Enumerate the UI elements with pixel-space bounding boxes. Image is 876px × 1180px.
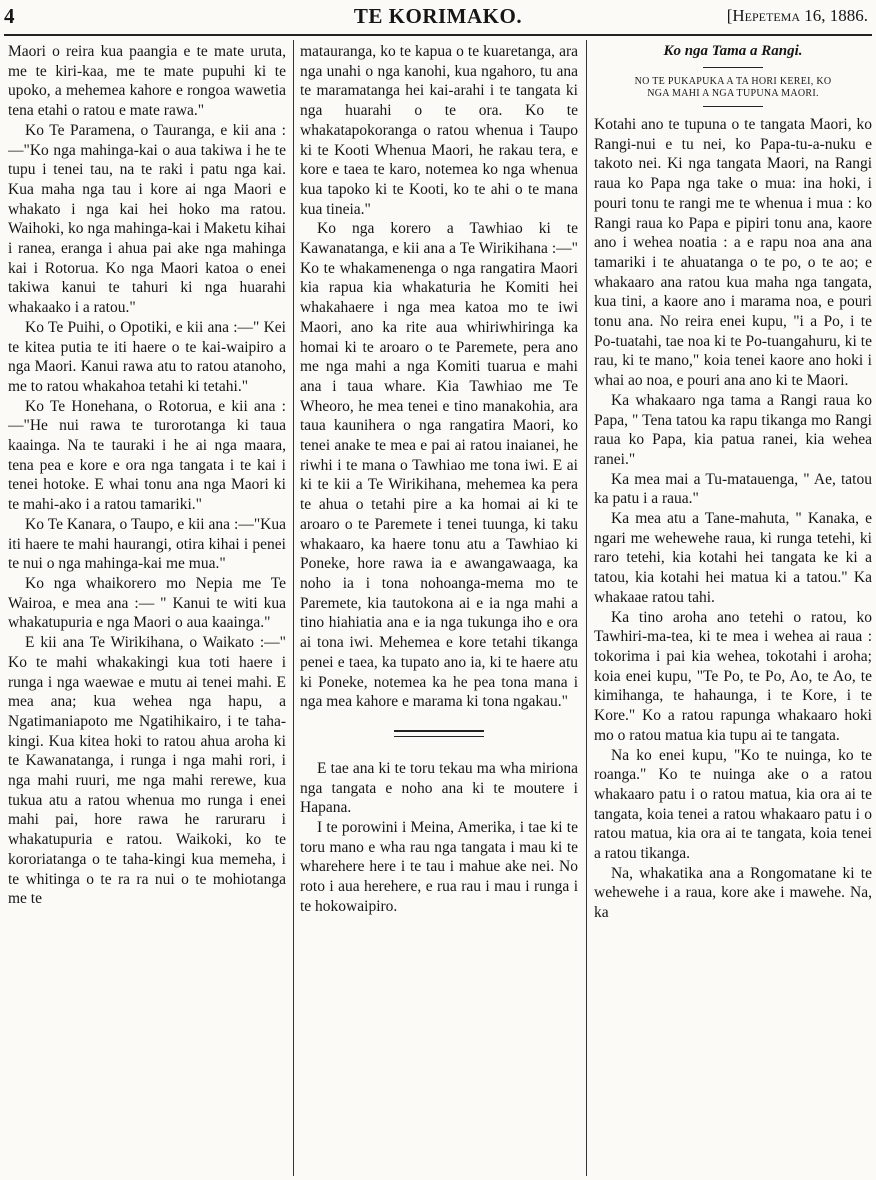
paragraph: Maori o reira kua paangia e te mate uruta, me te kiri-kaa, me te mate pupuhi ki te upoko, a mehemea kahore e rongoa wawetia tena etahi o ratou e mate rawa." <box>8 43 286 120</box>
paragraph: Ko nga whaikorero mo Nepia me Te Wairoa, e mea ana :— " Kanui te witi kua whakatupuria e nga Maori o aua kaainga." <box>8 574 286 632</box>
column-divider <box>293 40 294 1176</box>
paragraph: Na ko enei kupu, "Ko te nuinga, ko te roanga." Ko te nuinga ake o a ratou whakaaro patu i o ratou matua, kia ora ai te tangata, koia tenei a ratou whakaaro patu i o ratou matua, kia ora ai te tangata, koia tenei a ratou tikanga. <box>594 746 872 863</box>
news-item: E tae ana ki te toru tekau ma wha miriona nga tangata e noho ana ki te moutere i Hapana. <box>300 759 578 817</box>
paragraph: Ko Te Puihi, o Opotiki, e kii ana :—" Kei te kitea putia te iti haere o te kai-waipiro a nga Maori. Kanui rawa atu to ratou atanoho, me to ratou whakahoa tetahi ki tetahi." <box>8 318 286 395</box>
paragraph: Ko nga korero a Tawhiao ki te Kawanatanga, e kii ana a Te Wirikihana :—" Ko te whakamenenga o nga rangatira Maori kia rapua kia whakaturia he Komiti hei whakahaere i nga mea katoa mo te iwi Maori, ano ka rite aua whiriwhiringa ka homai ki te aroaro o te Paremete, pera ano me nga mahi a nga Komiti tuarua e mahi ana i taua whare. Kia Tawhiao me Te Wheoro, he mea tenei e tino manakohia, ara taua kaunihera o nga rangatira Maori, ko tenei anake te mea e pai ai ratou inaianei, he riwhi i te mana o Tawhiao me tona iwi. E ai ki te kii a Te Wirikihana, mehemea ka pera te ahua o tetahi pire a ka homai ai ki te aroaro o te Paremete i tenei tuunga, ki taku whakaaro, ka haere tonu atu a Tawhiao ki Poneke, hore rawa ia e awangawaaga, ka noho ia i tona nohoanga-mema mo te Paremete, kia tautokona ai e ia nga mahi a tino hiahiatia ana e ia nga tukunga iho e ora ai tona iwi. Mehemea e kore tetahi tikanga penei e taea, ka tupato ano ia, ki te haere atu ki Poneke, notemea ka he pea tona mana i nga mea kahore e marama ki tona ngakau." <box>300 220 578 711</box>
section-break-rule <box>394 730 484 737</box>
paragraph: E kii ana Te Wirikihana, o Waikato :—" Ko te mahi whakakingi kua toti haere i runga i nga waewae e mutu ai tenei mahi. E mea ana; kua wehea nga hapu, a Ngatimaniapoto me Ngatihikairo, i te taha-kingi. Kua kitea hoki to ratou ahua aroha ki te Kawanatanga, i runga i nga mahi rori, i nga mahi ruuri, me nga mahi rerewe, kua tukua atu a ratou whenua mo runga i enei mahi pai, hore rawa he raruraru i whakatupuria e ratou. Waikoki, ko te kororiatanga o te taha-kingi kua memeha, i te whitinga o te ra ra nui o te mohiotanga me te <box>8 634 286 908</box>
paragraph: Ka mea atu a Tane-mahuta, " Kanaka, e ngari me wehewehe raua, ki runga tetehi, ki raro tetehi, kia kotahi hei tangata ke ki a tatou, kia kotahi hei matua ki a tatou." Ka whakaae ratou tahi. <box>594 510 872 606</box>
masthead <box>0 0 876 38</box>
paragraph: Ka tino aroha ano tetehi o ratou, ko Tawhiri-ma-tea, ki te mea i wehea ai raua : tokorima i pai kia wehea, tokotahi i aroha; koia enei kupu, "Te Po, te Po, Ao, te Ao, te kimihanga, te hahaunga, i te Kore, i te Kore." Ko a ratou rapunga whakaaro hoki mo o ratou matua kia tupu ai te tangata. <box>594 608 872 744</box>
paragraph: Ka whakaaro nga tama a Rangi raua ko Papa, " Tena tatou ka rapu tikanga mo Rangi raua ko Papa, kia patua ranei, kia wehea ranei." <box>594 391 872 468</box>
subtitle-line: NGA MAHI A NGA TUPUNA MAORI. <box>647 88 819 99</box>
column-3 <box>594 42 872 1178</box>
column-divider <box>586 40 587 1176</box>
paragraph: Na, whakatika ana a Rongomatane ki te wehewehe i a raua, kore ake i mawehe. Na, ka <box>594 864 872 922</box>
newspaper-title: TE KORIMAKO. <box>353 4 523 28</box>
issue-date: [Hepetema 16, 1886. <box>726 6 868 25</box>
column-1 <box>8 42 286 1178</box>
news-item: I te porowini i Meina, Amerika, i tae ki te toru mano e wha rau nga tangata i mau ki te wharehere here i te tau i mahue ake nei. No roto i aua herehere, e rua rau i mau i runga i te hokowaipiro. <box>300 819 578 915</box>
paragraph: Ka mea mai a Tu-matauenga, " Ae, tatou ka patu i a raua." <box>594 470 872 508</box>
section-title: Ko nga Tama a Rangi. <box>663 43 803 59</box>
column-2 <box>300 42 578 1178</box>
paragraph: Ko Te Honehana, o Rotorua, e kii ana :—"He nui rawa te turorotanga ki taua kaainga. Na te tauraki i he ai nga maara, tena pea e kore e ora nga tangata i te kai i tenei hotoke. E whai tonu ana nga Maori ki te mahi-ako i a ratou tamariki." <box>8 397 286 514</box>
subtitle-line: NO TE PUKAPUKA A TA HORI KEREI, KO <box>634 76 832 87</box>
subtitle-rule <box>703 106 763 107</box>
paragraph: Ko Te Paramena, o Tauranga, e kii ana :—"Ko nga mahinga-kai o aua takiwa i he te tupu i tenei tau, na te raki i patu nga kai. Kua maha nga tau i kore ai nga Maori e whakato i nga kai hei hoko ma ratou. Waihoki, ko nga mahinga-kai i Maketu kihai i ranea, eranga i ahua pai ake nga mahinga kai i Rotorua. Ko nga Maori katoa o enei takiwa kanui te tahuri ki nga huarahi whakaako i a ratou." <box>8 121 286 317</box>
section-subtitle <box>594 76 872 100</box>
paragraph: Kotahi ano te tupuna o te tangata Maori, ko Rangi-nui e tu nei, ko Papa-tu-a-nuku e takoto nei. Ki nga tangata Maori, na Rangi raua ko Papa nga take o mua: ina hoki, i pouri tonu te rangi me te whenua i mua : ko Rangi raua ko Papa e pipiri tonu ana, kaore ano i wehea noatia : a e rapu noa ana ana tamariki i te ahuatanga o te po, o te ao; e whakaaro ana ratou kua maha nga tangata, kua tini, a kaore ano i marama noa, e pouri tonu ana. No reira enei kupu, "i a Po, i te Po-tuatahi, tae noa ki te Po-tuangahuru, ki te rau, ki te mano," koia tenei kaore ano hoki i whai ao noa, e pouri ana ano ki te Maori. <box>594 116 872 390</box>
masthead-rule <box>4 34 872 36</box>
paragraph: matauranga, ko te kapua o te kuaretanga, ara nga unahi o nga kanohi, kua ngahoro, tu ana te maramatanga hei kai-arahi i te tangata ki nga huarahi o te ora. Ko te whakatapokoranga o ratou whenua i Taupo ki te Kooti Whenua Maori, he rakau tera, e kore e taea te karo, notemea ko nga whenua kua tapoko ki te Kooti, ko te ahi o te mana kua tineia." <box>300 43 578 218</box>
title-rule <box>703 67 763 68</box>
paragraph: Ko Te Kanara, o Taupo, e kii ana :—"Kua iti haere te mahi haurangi, otira kihai i penei te nui o nga mahinga-kai me mua." <box>8 515 286 573</box>
page-number: 4 <box>4 4 15 28</box>
